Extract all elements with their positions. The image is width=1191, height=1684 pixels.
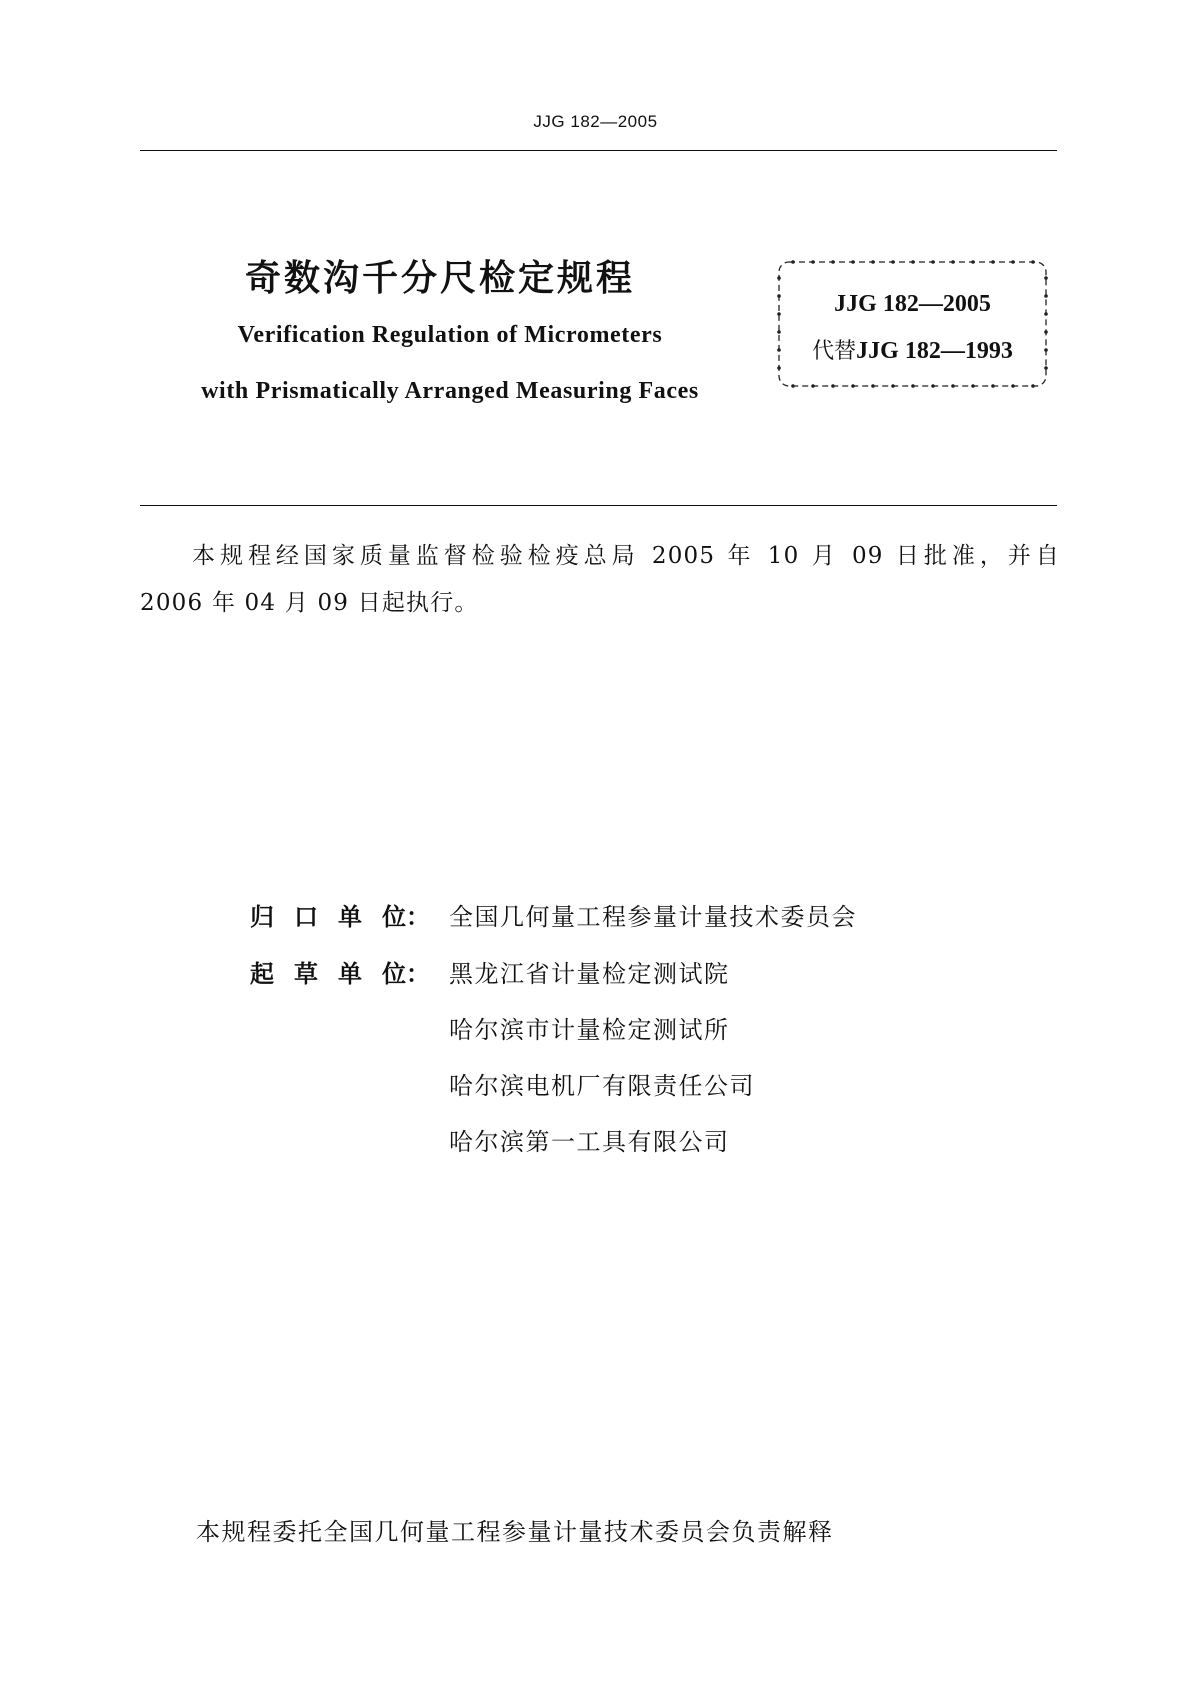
drafting-unit-value: 哈尔滨第一工具有限公司 xyxy=(449,1128,730,1156)
decorative-border xyxy=(775,258,1050,390)
border-dot xyxy=(791,260,795,264)
replaces-prefix: 代替 xyxy=(812,339,857,364)
border-dot xyxy=(811,384,815,388)
section-rule xyxy=(140,505,1057,506)
standard-code-box xyxy=(775,258,1050,390)
drafting-unit-value: 黑龙江省计量检定测试院 xyxy=(449,960,730,988)
border-dot xyxy=(971,384,975,388)
border-dot xyxy=(1031,260,1035,264)
border-dot xyxy=(1031,384,1035,388)
title-chinese: 奇数沟千分尺检定规程 xyxy=(244,258,635,299)
border-dot xyxy=(1011,260,1015,264)
title-english-line1: Verification Regulation of Micrometers xyxy=(237,322,663,348)
border-dot xyxy=(911,384,915,388)
border-dot xyxy=(831,384,835,388)
drafting-unit-value: 哈尔滨电机厂有限责任公司 xyxy=(449,1072,755,1100)
border-dot xyxy=(991,260,995,264)
approval-statement xyxy=(140,533,1060,627)
border-dot xyxy=(951,384,955,388)
header-rule xyxy=(140,150,1057,151)
border-dot xyxy=(1011,384,1015,388)
border-dot xyxy=(811,260,815,264)
approval-line1: 本规程经国家质量监督检验检疫总局 2005 年 10 月 09 日批准，并自 xyxy=(192,543,1060,569)
border-dot xyxy=(891,384,895,388)
interpretation-note: 本规程委托全国几何量工程参量计量技术委员会负责解释 xyxy=(196,1518,834,1546)
border-dot xyxy=(1044,366,1048,370)
border-dot xyxy=(831,260,835,264)
approval-line2: 2006 年 04 月 09 日起执行。 xyxy=(140,590,479,616)
border-dot xyxy=(777,366,781,370)
replaced-code: JJG 182—1993 xyxy=(856,338,1013,364)
border-dot xyxy=(777,276,781,280)
border-dot xyxy=(991,384,995,388)
responsible-unit-row xyxy=(250,897,857,937)
header-standard-code: JJG 182—2005 xyxy=(533,112,658,131)
border-dot xyxy=(951,260,955,264)
responsible-unit-label: 归 口 单 位： xyxy=(250,903,430,931)
drafting-unit-value: 哈尔滨市计量检定测试所 xyxy=(449,1016,730,1044)
border-dot xyxy=(931,384,935,388)
border-dot xyxy=(791,384,795,388)
standard-code: JJG 182—2005 xyxy=(834,291,991,317)
border-dot xyxy=(931,260,935,264)
drafting-unit-label: 起 草 单 位： xyxy=(250,960,430,988)
border-dot xyxy=(1044,276,1048,280)
border-dot xyxy=(851,260,855,264)
border-dot xyxy=(891,260,895,264)
border-dot xyxy=(971,260,975,264)
border-dot xyxy=(871,260,875,264)
replaces-line xyxy=(775,334,1050,365)
border-dot xyxy=(911,260,915,264)
title-english-line2: with Prismatically Arranged Measuring Faces xyxy=(201,378,699,404)
border-dot xyxy=(851,384,855,388)
responsible-unit-value: 全国几何量工程参量计量技术委员会 xyxy=(449,903,857,931)
drafting-unit-row xyxy=(250,954,730,994)
border-dot xyxy=(871,384,875,388)
